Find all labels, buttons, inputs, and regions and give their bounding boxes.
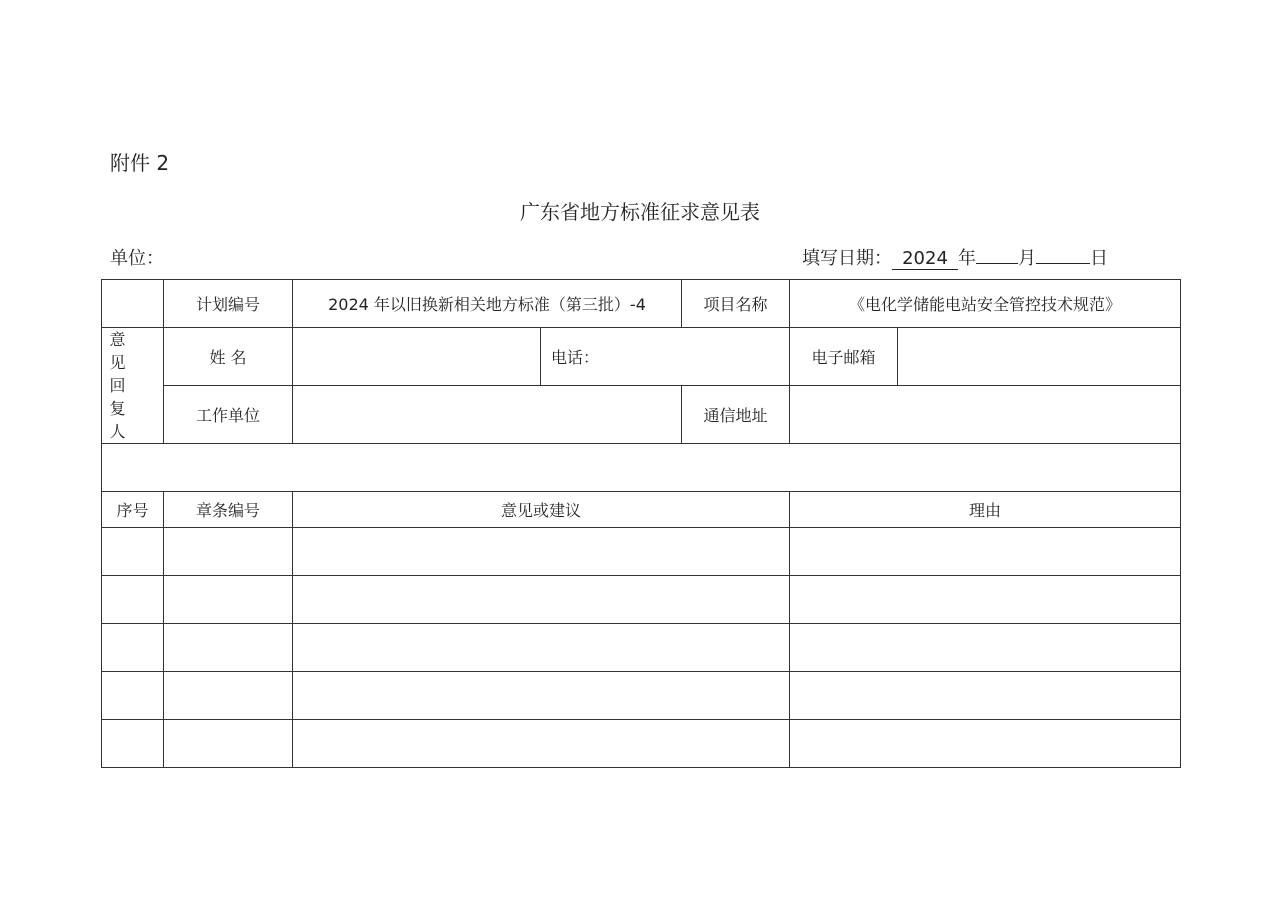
col-header-clause: 章条编号 (164, 492, 293, 528)
spacer-cell (102, 444, 1181, 492)
fill-date-year[interactable]: 2024 (892, 249, 958, 270)
seq-cell[interactable] (102, 576, 164, 624)
reason-cell[interactable] (790, 720, 1181, 768)
project-name-value: 《电化学储能电站安全管控技术规范》 (790, 280, 1181, 328)
respondent-label: 意 见 回 复 人 (109, 330, 136, 441)
fill-date-year-suffix: 年 (958, 248, 976, 269)
fill-date-month-suffix: 月 (1018, 248, 1036, 269)
table-row (102, 576, 1181, 624)
reason-cell[interactable] (790, 528, 1181, 576)
col-header-seq: 序号 (102, 492, 164, 528)
table-row (102, 672, 1181, 720)
clause-cell[interactable] (164, 576, 293, 624)
table-row (102, 624, 1181, 672)
reason-cell[interactable] (790, 672, 1181, 720)
seq-cell[interactable] (102, 528, 164, 576)
header-row (102, 492, 1181, 528)
plan-no-value: 2024 年以旧换新相关地方标准（第三批）-4 (293, 280, 682, 328)
col-header-opinion: 意见或建议 (293, 492, 790, 528)
address-label: 通信地址 (682, 386, 790, 444)
clause-cell[interactable] (164, 624, 293, 672)
email-field[interactable] (898, 328, 1181, 386)
fill-date-day-suffix: 日 (1090, 248, 1108, 269)
opinion-cell[interactable] (293, 720, 790, 768)
name-field[interactable] (293, 328, 541, 386)
respondent-label-cell (102, 328, 164, 444)
seq-cell[interactable] (102, 672, 164, 720)
table-row (102, 720, 1181, 768)
fill-date-month[interactable] (976, 263, 1018, 264)
email-label: 电子邮箱 (790, 328, 898, 386)
col-header-reason: 理由 (790, 492, 1181, 528)
name-label: 姓 名 (164, 328, 293, 386)
phone-field[interactable]: 电话： (541, 328, 790, 386)
clause-cell[interactable] (164, 720, 293, 768)
page-title: 广东省地方标准征求意见表 (520, 200, 760, 224)
work-unit-field[interactable] (293, 386, 682, 444)
spacer-row (102, 444, 1181, 492)
unit-label: 单位： (110, 248, 164, 269)
fill-date (802, 244, 1108, 270)
fill-date-label: 填写日期： (802, 248, 892, 269)
opinion-cell[interactable] (293, 528, 790, 576)
fill-date-day[interactable] (1036, 263, 1090, 264)
blank-cell (102, 280, 164, 328)
clause-cell[interactable] (164, 672, 293, 720)
seq-cell[interactable] (102, 720, 164, 768)
opinion-cell[interactable] (293, 672, 790, 720)
reason-cell[interactable] (790, 624, 1181, 672)
name-row (102, 328, 1181, 386)
reason-cell[interactable] (790, 576, 1181, 624)
attachment-label: 附件 2 (110, 151, 170, 175)
seq-cell[interactable] (102, 624, 164, 672)
work-unit-label: 工作单位 (164, 386, 293, 444)
opinion-cell[interactable] (293, 624, 790, 672)
clause-cell[interactable] (164, 528, 293, 576)
feedback-form-table (101, 279, 1181, 768)
plan-row (102, 280, 1181, 328)
address-field[interactable] (790, 386, 1181, 444)
table-row (102, 528, 1181, 576)
work-unit-row (102, 386, 1181, 444)
project-name-label: 项目名称 (682, 280, 790, 328)
plan-no-label: 计划编号 (164, 280, 293, 328)
opinion-cell[interactable] (293, 576, 790, 624)
